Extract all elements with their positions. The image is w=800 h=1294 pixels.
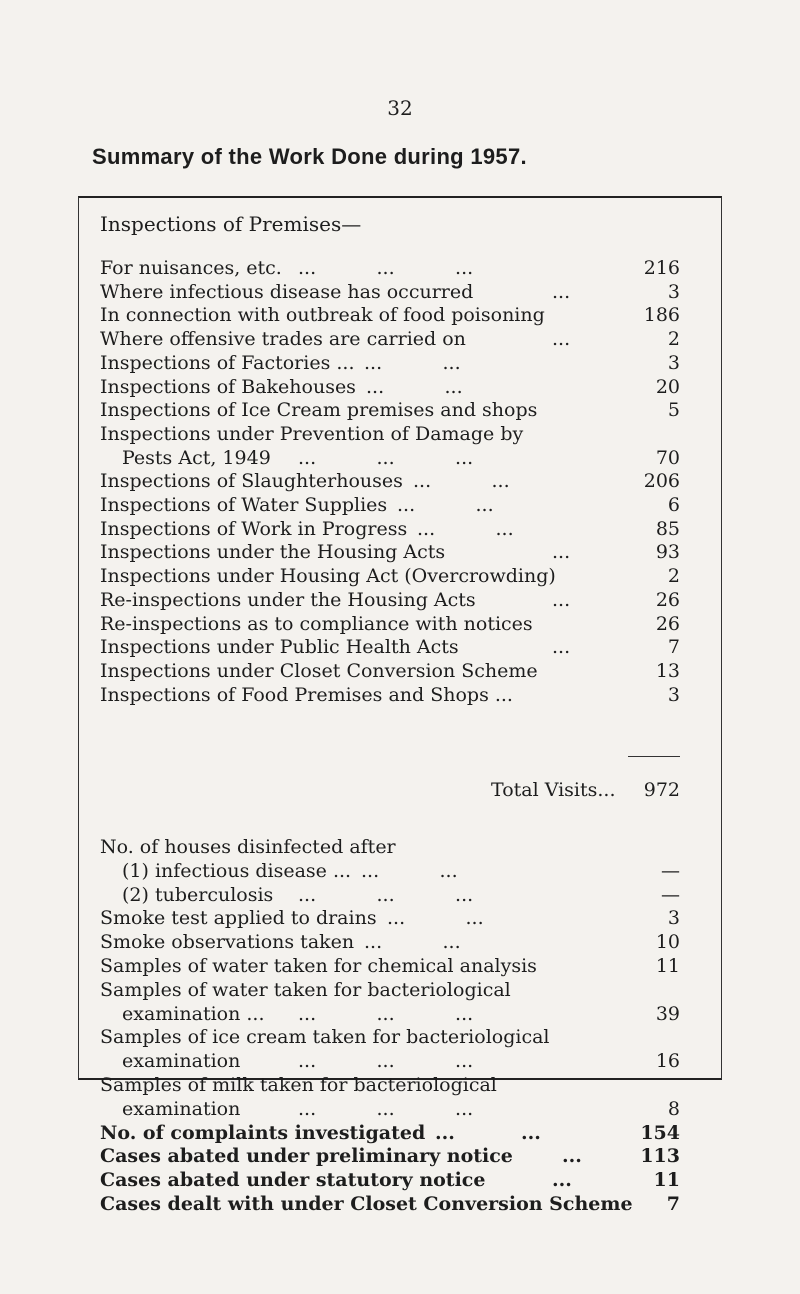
row-label: examination [122,1097,241,1120]
leader-dots: ... ... [387,907,484,930]
row-label: (1) infectious disease ... [122,859,352,882]
row-value: 3 [667,280,680,303]
table-row [100,1121,680,1145]
row-value: 8 [667,1097,680,1120]
table-row [100,303,680,327]
leader-dots: ... ... [361,859,458,882]
row-value: 7 [666,1193,680,1215]
table-row [100,422,680,446]
row-label: Cases abated under statutory notice [100,1169,486,1192]
row-value: 11 [653,1169,680,1192]
row-value: 85 [655,517,680,540]
row-value: 10 [655,931,680,954]
table-row [100,930,680,954]
table-row [100,446,680,470]
row-value: — [661,859,680,882]
row-value: — [661,883,680,906]
table-row [100,954,680,978]
leader-dots: ... [552,1169,572,1192]
leader-dots: ... ... ... [298,883,474,906]
row-label: Re-inspections under the Housing Acts [100,588,476,611]
leader-dots: ... [552,636,571,659]
row-label: examination [122,1050,241,1073]
row-label: Where offensive trades are carried on [100,328,466,351]
leader-dots: ... [552,588,571,611]
table-row [100,635,680,659]
row-value: 39 [655,1002,680,1025]
row-value: 206 [643,470,680,493]
row-value: 3 [667,907,680,930]
row-value: 6 [667,494,680,516]
leader-dots: ... [552,280,571,303]
row-label: Cases abated under preliminary notice [100,1145,513,1168]
table-row [100,493,680,517]
row-value: 154 [640,1121,680,1144]
page-title: Summary of the Work Done during 1957. [92,144,527,169]
row-value: 2 [667,565,680,588]
row-label: Inspections of Ice Cream premises and shops [100,399,538,422]
table-row [100,1097,680,1121]
row-label: Samples of water taken for bacteriological [100,978,511,1001]
leader-dots: ... [552,328,571,351]
row-value: 7 [667,636,680,659]
total-visits-row [100,778,680,802]
row-label: No. of complaints investigated [100,1121,426,1144]
table-row [100,588,680,612]
leader-dots: ... ... ... [298,1002,474,1025]
row-value: 113 [640,1145,680,1168]
row-label: Inspections under Prevention of Damage by [100,422,524,445]
row-label: Inspections of Water Supplies [100,494,388,516]
row-value: 186 [643,304,680,327]
row-value: 16 [655,1050,680,1073]
row-value: 216 [643,257,680,279]
row-label: (2) tuberculosis [122,883,274,906]
section-heading-inspections: Inspections of Premises— [100,212,362,236]
row-label: Inspections under the Housing Acts [100,541,446,564]
table-row [100,375,680,399]
row-value: 11 [655,955,680,977]
leader-dots: ... [562,1145,582,1168]
table-row [100,398,680,422]
row-label: Samples of ice cream taken for bacteriological [100,1026,550,1049]
table-row [100,1192,680,1216]
row-label: No. of houses disinfected after [100,836,396,858]
table-row [100,327,680,351]
row-label: Samples of milk taken for bacteriological [100,1074,497,1096]
row-label: Inspections under Housing Act (Overcrowding) [100,565,556,588]
table-row [100,1002,680,1026]
table-row [100,540,680,564]
leader-dots: ... ... ... [298,1050,474,1073]
leader-dots: ... ... [366,375,463,398]
table-row [100,612,680,636]
table-row [100,835,680,859]
leader-dots: ... ... ... [298,257,474,279]
table-row [100,906,680,930]
row-value: 20 [655,375,680,398]
row-value: 13 [655,659,680,682]
sum-rule [628,756,680,757]
row-value: 3 [667,351,680,374]
row-label: Where infectious disease has occurred [100,280,474,303]
table-row [100,659,680,683]
row-label: Inspections under Public Health Acts [100,636,459,659]
total-visits-label: Total Visits... [491,779,616,801]
table-row [100,280,680,304]
table-row [100,469,680,493]
table-row [100,1144,680,1168]
row-label: Pests Act, 1949 [122,446,271,469]
row-label: examination ... [122,1002,265,1025]
leader-dots: ... ... [364,931,461,954]
row-value: 93 [655,541,680,564]
table-row [100,859,680,883]
row-value: 26 [655,588,680,611]
row-value: 26 [655,612,680,635]
row-label: Smoke observations taken [100,931,355,954]
row-label: Inspections of Factories ... [100,351,355,374]
table-row [100,517,680,541]
table-row [100,1049,680,1073]
leader-dots: ... ... [417,517,514,540]
row-label: Smoke test applied to drains [100,907,377,930]
row-label: Re-inspections as to compliance with notices [100,612,533,635]
page-number: 32 [387,96,413,120]
table-row [100,683,680,707]
table-row [100,1025,680,1049]
row-label: Inspections of Food Premises and Shops ... [100,683,513,706]
row-label: For nuisances, etc. [100,257,282,279]
total-visits-value: 972 [643,779,680,801]
row-label: Inspections of Work in Progress [100,517,408,540]
table-row [100,564,680,588]
table-row [100,883,680,907]
row-label: Samples of water taken for chemical analysis [100,955,537,977]
leader-dots: ... ... [364,351,461,374]
row-value: 70 [655,446,680,469]
table-row [100,1073,680,1097]
leader-dots: ... [552,541,571,564]
leader-dots: ... ... ... [298,446,474,469]
row-value: 2 [667,328,680,351]
table-row [100,351,680,375]
leader-dots: ... ... [413,470,510,493]
table-row [100,256,680,280]
leader-dots: ... ... [397,494,494,516]
table-row [100,1168,680,1192]
leader-dots: ... ... [435,1121,541,1144]
row-label: Inspections under Closet Conversion Scheme [100,659,538,682]
row-label: Inspections of Slaughterhouses [100,470,403,493]
row-label: In connection with outbreak of food poisoning [100,304,545,327]
leader-dots: ... ... ... [298,1097,474,1120]
row-label: Inspections of Bakehouses [100,375,356,398]
row-value: 5 [667,399,680,422]
row-value: 3 [667,683,680,706]
row-label: Cases dealt with under Closet Conversion Scheme [100,1193,633,1215]
table-row [100,978,680,1002]
